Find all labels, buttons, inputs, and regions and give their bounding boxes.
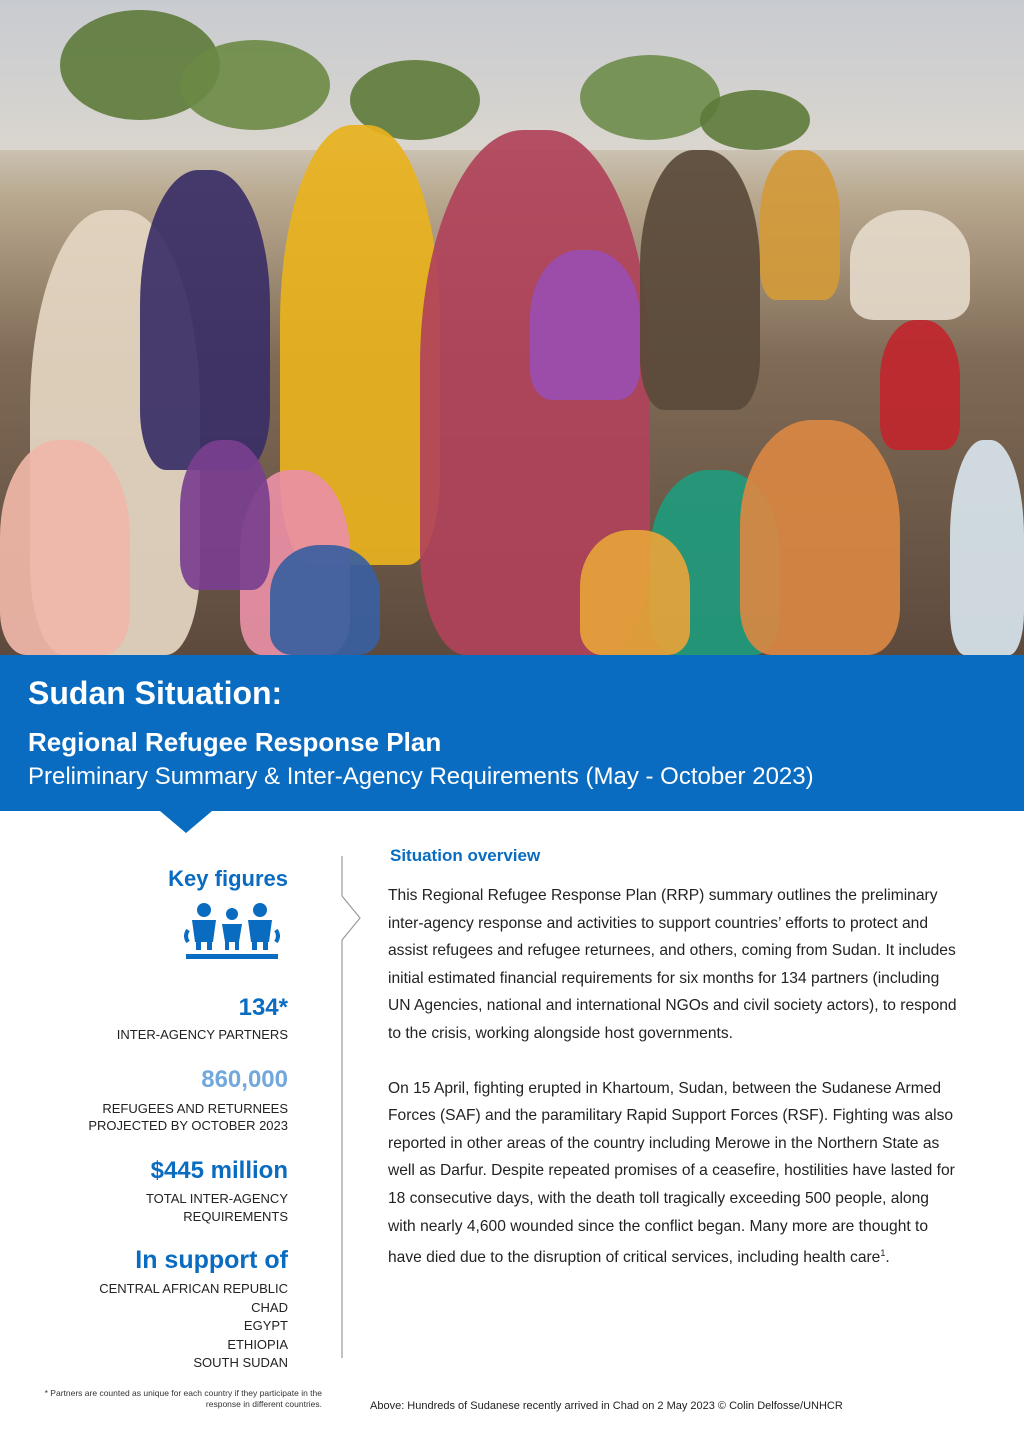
hero-person xyxy=(640,150,760,410)
country-item: CENTRAL AFRICAN REPUBLIC xyxy=(99,1281,288,1296)
requirements-label-line: TOTAL INTER-AGENCY xyxy=(145,1191,288,1206)
key-figures-title: Key figures xyxy=(168,866,288,891)
hero-person xyxy=(270,545,380,655)
hero-person xyxy=(850,210,970,320)
requirements-label-line: REQUIREMENTS xyxy=(183,1209,288,1224)
hero-photo xyxy=(0,0,1024,655)
hero-person xyxy=(140,170,270,470)
hero-person xyxy=(580,530,690,655)
country-item: EGYPT xyxy=(243,1318,288,1333)
hero-person xyxy=(180,440,270,590)
document-tagline: Preliminary Summary & Inter-Agency Requirements (May - October 2023) xyxy=(28,763,814,790)
situation-overview-section xyxy=(388,846,958,1299)
country-item: ETHIOPIA xyxy=(227,1336,288,1352)
situation-overview-title: Situation overview xyxy=(390,846,541,865)
country-item: SOUTH SUDAN xyxy=(193,1355,288,1370)
title-banner xyxy=(0,655,1024,811)
partners-footnote: * Partners are counted as unique for each country if they participate in the response in different countries. xyxy=(44,1388,322,1409)
document-title: Sudan Situation: xyxy=(28,675,283,711)
photo-credit: Above: Hundreds of Sudanese recently arrived in Chad on 2 May 2023 © Colin Delfosse/UNHCR xyxy=(370,1400,843,1412)
people-group-icon xyxy=(184,902,280,960)
partners-figure: 134* xyxy=(238,994,288,1021)
country-list xyxy=(99,1280,288,1373)
hero-tree xyxy=(580,55,720,140)
requirements-figure: $445 million xyxy=(150,1157,288,1184)
column-divider xyxy=(340,856,362,1358)
refugees-label-line: REFUGEES AND RETURNEES xyxy=(102,1101,288,1116)
refugees-figure: 860,000 xyxy=(201,1066,288,1093)
partners-label: INTER-AGENCY PARTNERS xyxy=(116,1027,288,1042)
hero-person xyxy=(740,420,900,655)
hero-tree xyxy=(700,90,810,150)
country-item: CHAD xyxy=(251,1299,288,1315)
overview-paragraph-1: This Regional Refugee Response Plan (RRP) summary outlines the preliminary inter-agency response and activities to support countries’ efforts to protect and assist refugees and refugee returnees, and others, coming from Sudan. It includes initial estimated financial requirements for six months for 134 partners (including UN Agencies, national and international NGOs and civil society actors), to respond to the crisis, working alongside host governments. xyxy=(388,887,957,1042)
banner-notch xyxy=(160,811,212,833)
overview-paragraph-2: On 15 April, fighting erupted in Khartoum, Sudan, between the Sudanese Armed Forces (SAF) and the paramilitary Rapid Support Forces (RSF). Fighting was also reported in other areas of the country including Merowe in the Northern State as well as Darfur. Despite repeated promises of a ceasefire, hostilities have lasted for 18 consecutive days, with the death toll tragically exceeding 500 people, along with nearly 4,600 wounded since the conflict began. Many more are thought to have died due to the disruption of critical services, including health care$^1$. xyxy=(388,1079,955,1267)
in-support-of-title: In support of xyxy=(135,1246,288,1274)
footnote-ref: 1 xyxy=(880,1248,886,1259)
refugees-label-line: PROJECTED BY OCTOBER 2023 xyxy=(88,1118,288,1133)
hero-person xyxy=(880,320,960,450)
hero-tree xyxy=(180,40,330,130)
hero-person xyxy=(0,440,130,655)
hero-person xyxy=(530,250,640,400)
key-figures-panel xyxy=(40,860,288,1380)
document-subtitle: Regional Refugee Response Plan xyxy=(28,727,442,757)
hero-person xyxy=(950,440,1024,655)
hero-person xyxy=(760,150,840,300)
